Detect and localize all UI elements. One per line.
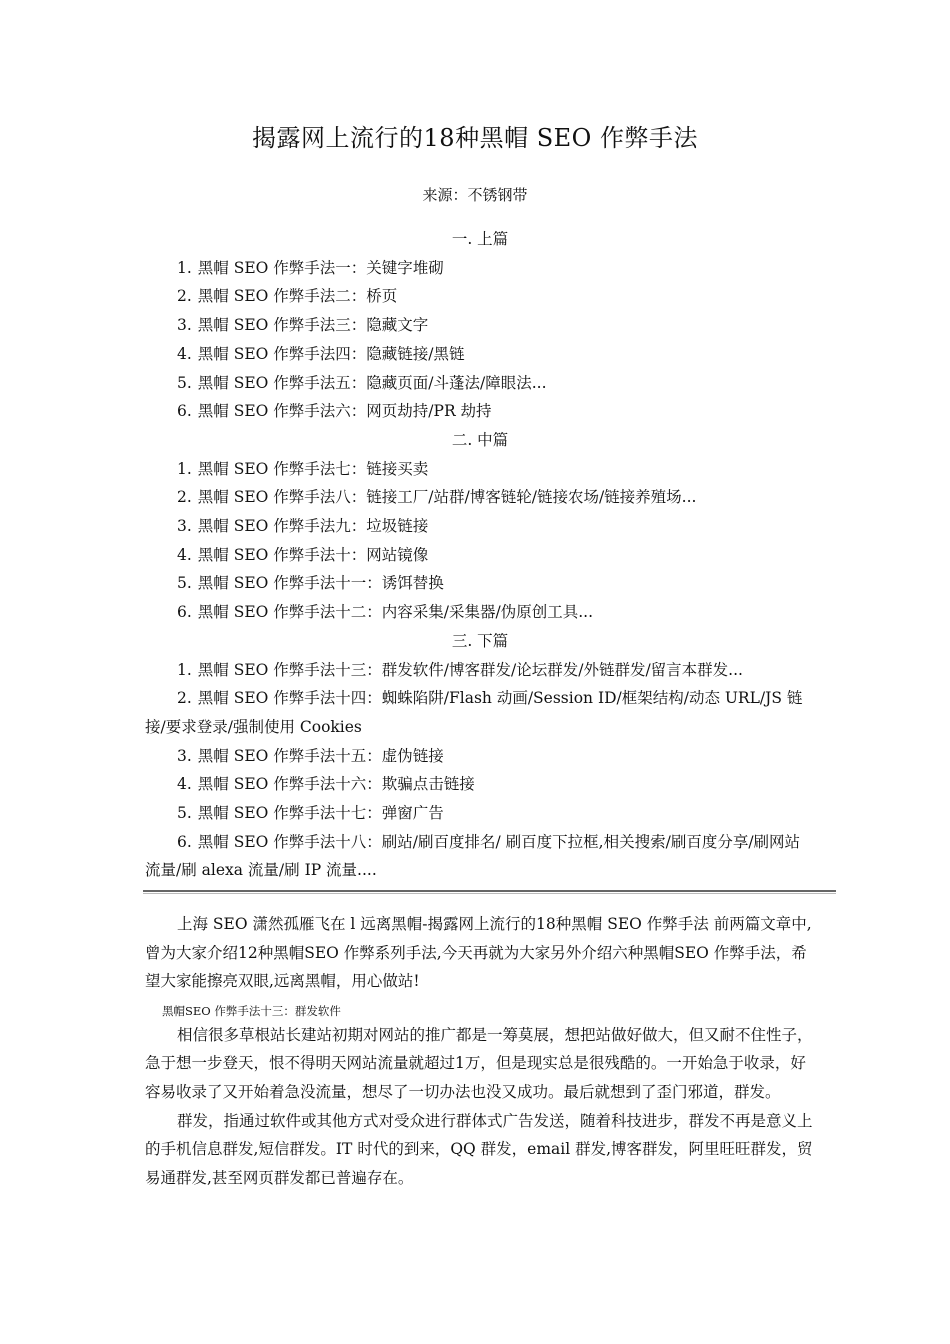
toc-item-text: 黑帽 SEO 作弊手法十六：欺骗点击链接 (197, 775, 475, 794)
toc-item (145, 770, 815, 799)
section-heading-upper: 一. 上篇 (451, 230, 509, 248)
toc-item (145, 455, 815, 484)
toc-item (145, 569, 815, 598)
toc-item (145, 684, 815, 741)
toc-item-text: 黑帽 SEO 作弊手法十四：蜘蛛陷阱/Flash 动画/Session ID/框架结构/动态 URL/JS 链接/要求登录/强制使用 Cookies (145, 689, 803, 736)
toc-item-text: 黑帽 SEO 作弊手法十七：弹窗广告 (197, 804, 444, 823)
toc-item-text: 黑帽 SEO 作弊手法十五：虚伪链接 (197, 746, 444, 765)
toc-item-text: 黑帽 SEO 作弊手法十：网站镜像 (197, 545, 429, 564)
toc-item-text: 黑帽 SEO 作弊手法二：桥页 (197, 287, 398, 306)
toc-item-number: 1. (177, 258, 192, 277)
toc-item-number: 3. (177, 746, 192, 765)
toc-item-text: 黑帽 SEO 作弊手法九：垃圾链接 (197, 517, 429, 536)
toc-item-text: 黑帽 SEO 作弊手法四：隐藏链接/黑链 (197, 344, 465, 363)
toc-item-text: 黑帽 SEO 作弊手法五：隐藏页面/斗蓬法/障眼法... (197, 373, 547, 392)
toc-item (145, 541, 815, 570)
toc-item-number: 4. (177, 545, 192, 564)
toc-item (145, 282, 815, 311)
toc-item (145, 598, 815, 627)
section-heading-middle: 二. 中篇 (451, 430, 509, 449)
toc-item-number: 1. (177, 660, 192, 679)
table-of-contents (145, 225, 815, 885)
toc-item (145, 799, 815, 828)
toc-item (145, 656, 815, 685)
toc-item-text: 黑帽 SEO 作弊手法八：链接工厂/站群/博客链轮/链接农场/链接养殖场... (197, 488, 697, 507)
toc-item-number: 4. (177, 775, 192, 794)
toc-item (145, 397, 815, 426)
toc-item (145, 311, 815, 340)
toc-item-text: 黑帽 SEO 作弊手法六：网页劫持/PR 劫持 (197, 402, 492, 421)
toc-item-number: 5. (177, 804, 192, 823)
section-heading-lower: 三. 下篇 (451, 631, 509, 650)
toc-item-number: 2. (177, 287, 192, 306)
section-divider (143, 890, 836, 892)
toc-item-text: 黑帽 SEO 作弊手法十一：诱饵替换 (197, 574, 444, 593)
toc-item-number: 1. (177, 459, 192, 478)
toc-item-text: 黑帽 SEO 作弊手法一：关键字堆砌 (197, 258, 444, 277)
toc-item-text: 黑帽 SEO 作弊手法七：链接买卖 (197, 459, 429, 478)
page-title: 揭露网上流行的18种黑帽 SEO 作弊手法 (252, 124, 698, 152)
toc-item (145, 742, 815, 771)
toc-item (145, 483, 815, 512)
article-subheading: 黑帽SEO 作弊手法十三：群发软件 (162, 1003, 341, 1018)
toc-item-number: 6. (177, 832, 192, 851)
toc-item-text: 黑帽 SEO 作弊手法十八：刷站/刷百度排名/ 刷百度下拉框,相关搜索/刷百度分享/刷网站流量/刷 alexa 流量/刷 IP 流量.... (145, 832, 801, 880)
toc-item-number: 5. (177, 373, 192, 392)
article-paragraph: 相信很多草根站长建站初期对网站的推广都是一筹莫展，想把站做好做大，但又耐不住性子，急于想一步登天，恨不得明天网站流量就超过1万，但是现实总是很残酷的。一开始急于收录，好容易收录了又开始着急没流量，想尽了一切办法也没又成功。最后就想到了歪门邪道，群发。 (145, 1025, 813, 1101)
source-line: 来源：不锈钢带 (422, 186, 528, 204)
toc-item-number: 6. (177, 402, 192, 421)
toc-item-text: 黑帽 SEO 作弊手法三：隐藏文字 (197, 316, 429, 335)
toc-item (145, 369, 815, 398)
toc-item-number: 3. (177, 316, 192, 335)
toc-item-number: 6. (177, 603, 192, 622)
toc-item-number: 5. (177, 574, 192, 593)
toc-item (145, 828, 815, 885)
toc-item-number: 4. (177, 344, 192, 363)
toc-item-number: 2. (177, 488, 192, 507)
toc-item-text: 黑帽 SEO 作弊手法十三：群发软件/博客群发/论坛群发/外链群发/留言本群发... (197, 660, 743, 679)
article-intro: 上海 SEO 潇然孤雁飞在 l 远离黑帽-揭露网上流行的18种黑帽 SEO 作弊手法 前两篇文章中,曾为大家介绍12种黑帽SEO 作弊系列手法,今天再就为大家另外介绍六种黑帽SEO 作弊手法，希望大家能擦亮双眼,远离黑帽，用心做站! (145, 915, 812, 991)
toc-item-number: 3. (177, 517, 192, 536)
article-paragraph: 群发，指通过软件或其他方式对受众进行群体式广告发送，随着科技进步，群发不再是意义上的手机信息群发,短信群发。IT 时代的到来，QQ 群发，email 群发,博客群发，阿里旺旺群发，贸易通群发,甚至网页群发都已普遍存在。 (145, 1111, 813, 1187)
toc-item (145, 340, 815, 369)
toc-item (145, 512, 815, 541)
article-body (145, 910, 813, 1192)
toc-item (145, 254, 815, 283)
toc-item-text: 黑帽 SEO 作弊手法十二：内容采集/采集器/伪原创工具... (197, 603, 594, 622)
toc-item-number: 2. (177, 689, 192, 708)
